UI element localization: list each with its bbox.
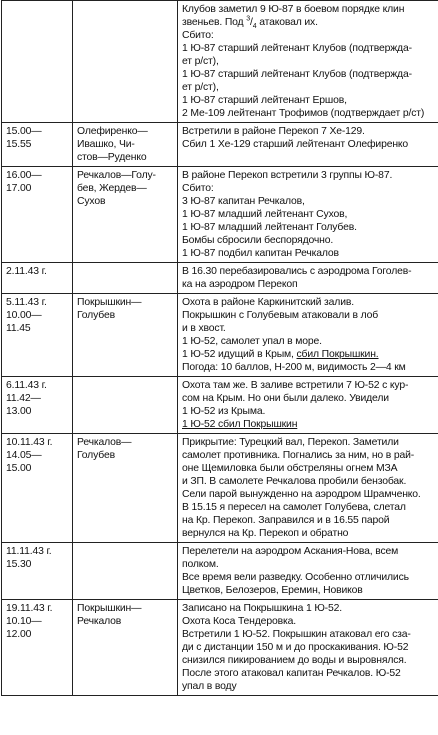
- table-row: [2, 294, 438, 377]
- table-row: [2, 167, 438, 263]
- event-line: Клубов заметил 9 Ю-87 в боевом порядке клин: [182, 4, 405, 15]
- event-cell: Перелетели на аэродром Аскания-Нова, всем полком. Все время вели разведку. Особенно отличились Цветков, Белозеров, Еремин, Новиков: [178, 543, 438, 600]
- date-cell: 15.00— 15.55: [2, 123, 73, 167]
- table-row: [2, 123, 438, 167]
- date-cell: [2, 1, 73, 123]
- event-cell: В 16.30 перебазировались с аэродрома Гоголев- ка на аэродром Перекоп: [178, 263, 438, 294]
- event-line: 2 Ме-109 лейтенант Трофимов (подтверждает р/ст): [182, 108, 425, 119]
- event-line: 1 Ю-87 старший лейтенант Клубов (подтвержда-: [182, 69, 412, 80]
- event-line: звеньев. Под $^3/_4$ атаковал их.: [182, 15, 318, 31]
- date-cell: 6.11.43 г. 11.42— 13.00: [2, 377, 73, 434]
- pilots-cell: Речкалов— Голубев: [73, 434, 178, 543]
- pilots-cell: [73, 1, 178, 123]
- event-cell: Встретили в районе Перекоп 7 Хе-129. Сбил 1 Хе-129 старший лейтенант Олефиренко: [178, 123, 438, 167]
- pilots-cell: [73, 543, 178, 600]
- table-row: [2, 434, 438, 543]
- event-line: ет р/ст),: [182, 82, 219, 93]
- underlined-text: 1 Ю-52 сбил Покрышкин: [182, 419, 298, 430]
- event-line: Сбито:: [182, 30, 214, 41]
- date-cell: 5.11.43 г. 10.00— 11.45: [2, 294, 73, 377]
- underlined-text: сбил Покрышкин.: [296, 349, 379, 360]
- event-cell: Охота в районе Каркинитский залив. Покрышкин с Голубевым атаковали в лоб и в хвост. 1 Ю-52, самолет упал в море. 1 Ю-52 идущий в Крым, сбил Покрышкин. Погода: 10 баллов, Н-200 м, видимость 2—4 км: [178, 294, 438, 377]
- date-cell: 19.11.43 г. 10.10— 12.00: [2, 600, 73, 696]
- pilots-cell: Покрышкин— Речкалов: [73, 600, 178, 696]
- pilots-cell: Покрышкин— Голубев: [73, 294, 178, 377]
- table-row: [2, 263, 438, 294]
- event-line: 1 Ю-87 старший лейтенант Клубов (подтвержда-: [182, 43, 412, 54]
- event-line: 1 Ю-87 старший лейтенант Ершов,: [182, 95, 347, 106]
- pilots-cell: Олефиренко— Ивашко, Чи- стов—Руденко: [73, 123, 178, 167]
- date-cell: 10.11.43 г. 14.05— 15.00: [2, 434, 73, 543]
- event-line: ет р/ст),: [182, 56, 219, 67]
- fraction: $^3/_4$: [246, 15, 257, 31]
- table-row: [2, 1, 438, 123]
- table-row: [2, 543, 438, 600]
- combat-log-table: [1, 0, 438, 696]
- event-cell: Прикрытие: Турецкий вал, Перекоп. Заметили самолет противника. Погнались за ним, но в рай- оне Щемиловка были обстреляны огнем МЗА и ЗП. В самолете Речкалова пробили бензобак. Сели парой вынужденно на аэродром Шрамченко. В 15.15 я пересел на самолет Голубева, слетал на Кр. Перекоп. Заправился и в 16.55 парой вернулся на Кр. Перекоп и обратно: [178, 434, 438, 543]
- pilots-cell: [73, 377, 178, 434]
- event-cell: [178, 1, 438, 123]
- table-row: [2, 377, 438, 434]
- table-row: [2, 600, 438, 696]
- pilots-cell: [73, 263, 178, 294]
- event-cell: В районе Перекоп встретили 3 группы Ю-87. Сбито: 3 Ю-87 капитан Речкалов, 1 Ю-87 младший лейтенант Сухов, 1 Ю-87 младший лейтенант Голубев. Бомбы сбросили беспорядочно. 1 Ю-87 подбил капитан Речкалов: [178, 167, 438, 263]
- date-cell: 11.11.43 г. 15.30: [2, 543, 73, 600]
- event-cell: Охота там же. В заливе встретили 7 Ю-52 с кур- сом на Крым. Но они были далеко. Увидели 1 Ю-52 из Крыма. 1 Ю-52 сбил Покрышкин: [178, 377, 438, 434]
- event-cell: Записано на Покрышкина 1 Ю-52. Охота Коса Тендеровка. Встретили 1 Ю-52. Покрышкин атаковал его сза- ди с дистанции 150 м и до проскакивания. Ю-52 снизился пикированием до воды и выровнялся. После этого атаковал капитан Речкалов. Ю-52 упал в воду: [178, 600, 438, 696]
- pilots-cell: Речкалов—Голу- бев, Жердев— Сухов: [73, 167, 178, 263]
- date-cell: 2.11.43 г.: [2, 263, 73, 294]
- date-cell: 16.00— 17.00: [2, 167, 73, 263]
